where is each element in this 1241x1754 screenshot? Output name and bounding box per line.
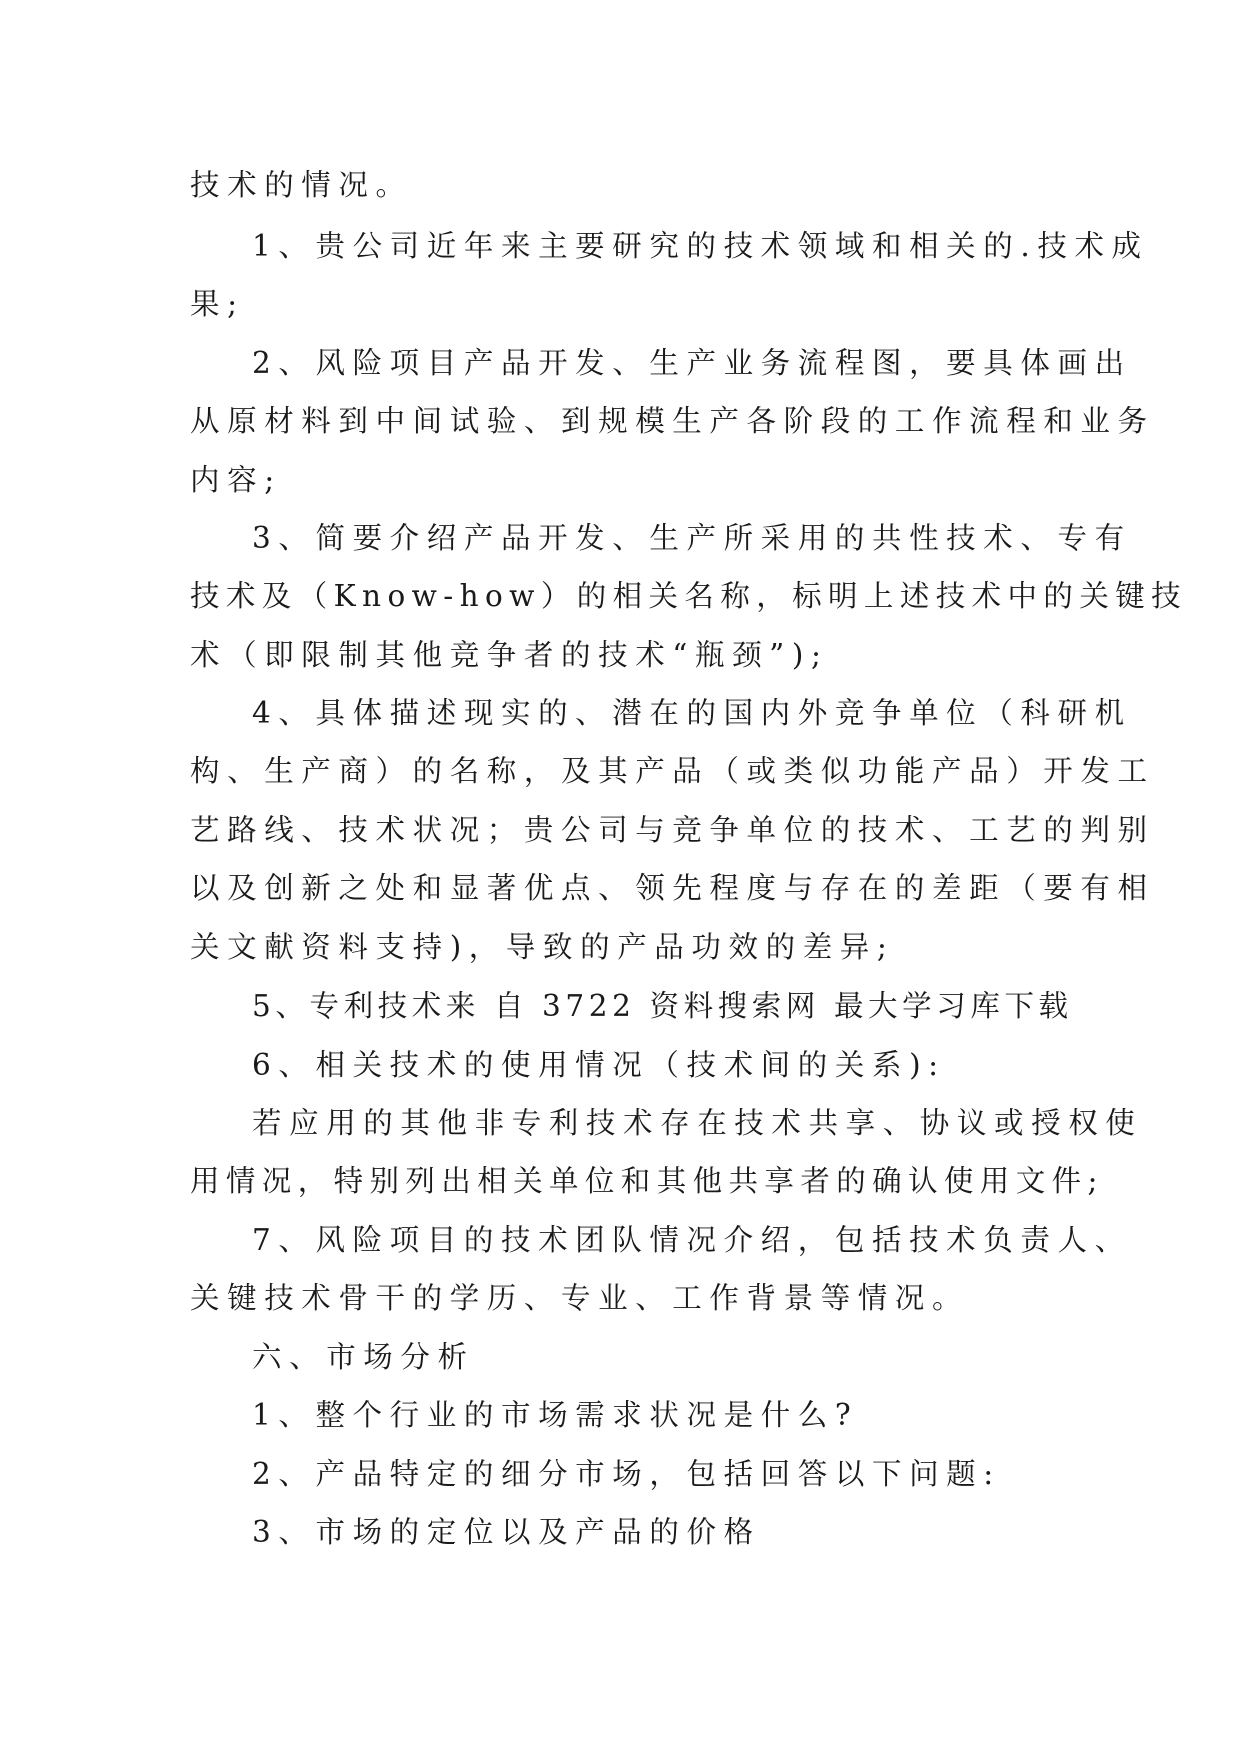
paragraph-line: 1、贵公司近年来主要研究的技术领域和相关的.技术成 (252, 229, 1149, 263)
section-heading: 六、市场分析 (252, 1340, 475, 1374)
paragraph-line: 构、生产商）的名称，及其产品（或类似功能产品）开发工 (190, 754, 1155, 788)
paragraph-line: 2、风险项目产品开发、生产业务流程图，要具体画出 (252, 346, 1132, 380)
paragraph-line: 技术及（Know-how）的相关名称，标明上述技术中的关键技 (190, 579, 1188, 613)
paragraph-line: 用情况，特别列出相关单位和其他共享者的确认使用文件; (190, 1164, 1104, 1198)
paragraph-line: 3、市场的定位以及产品的价格 (252, 1515, 761, 1549)
paragraph-line: 关文献资料支持)，导致的产品功效的差异; (190, 930, 895, 964)
paragraph-line: 术（即限制其他竞争者的技术“瓶颈”); (190, 638, 829, 672)
paragraph-line: 关键技术骨干的学历、专业、工作背景等情况。 (190, 1281, 970, 1315)
paragraph-line: 1、整个行业的市场需求状况是什么? (252, 1398, 859, 1432)
paragraph-line: 4、具体描述现实的、潜在的国内外竞争单位（科研机 (252, 696, 1132, 730)
paragraph-line: 若应用的其他非专利技术存在技术共享、协议或授权使 (252, 1106, 1143, 1140)
paragraph-line: 果; (190, 287, 245, 321)
paragraph-line: 3、简要介绍产品开发、生产所采用的共性技术、专有 (252, 521, 1132, 555)
paragraph-line: 技术的情况。 (190, 168, 413, 202)
paragraph-line: 艺路线、技术状况；贵公司与竞争单位的技术、工艺的判别 (190, 813, 1155, 847)
paragraph-line: 6、相关技术的使用情况（技术间的关系): (252, 1048, 946, 1082)
paragraph-line: 以及创新之处和显著优点、领先程度与存在的差距（要有相 (190, 871, 1155, 905)
paragraph-line: 7、风险项目的技术团队情况介绍，包括技术负责人、 (252, 1223, 1132, 1257)
paragraph-line: 从原材料到中间试验、到规模生产各阶段的工作流程和业务 (190, 404, 1155, 438)
paragraph-line: 内容; (190, 463, 282, 497)
paragraph-line: 5、专利技术来 自 3722 资料搜索网 最大学习库下载 (252, 989, 1073, 1023)
paragraph-line: 2、产品特定的细分市场，包括回答以下问题: (252, 1457, 1001, 1491)
